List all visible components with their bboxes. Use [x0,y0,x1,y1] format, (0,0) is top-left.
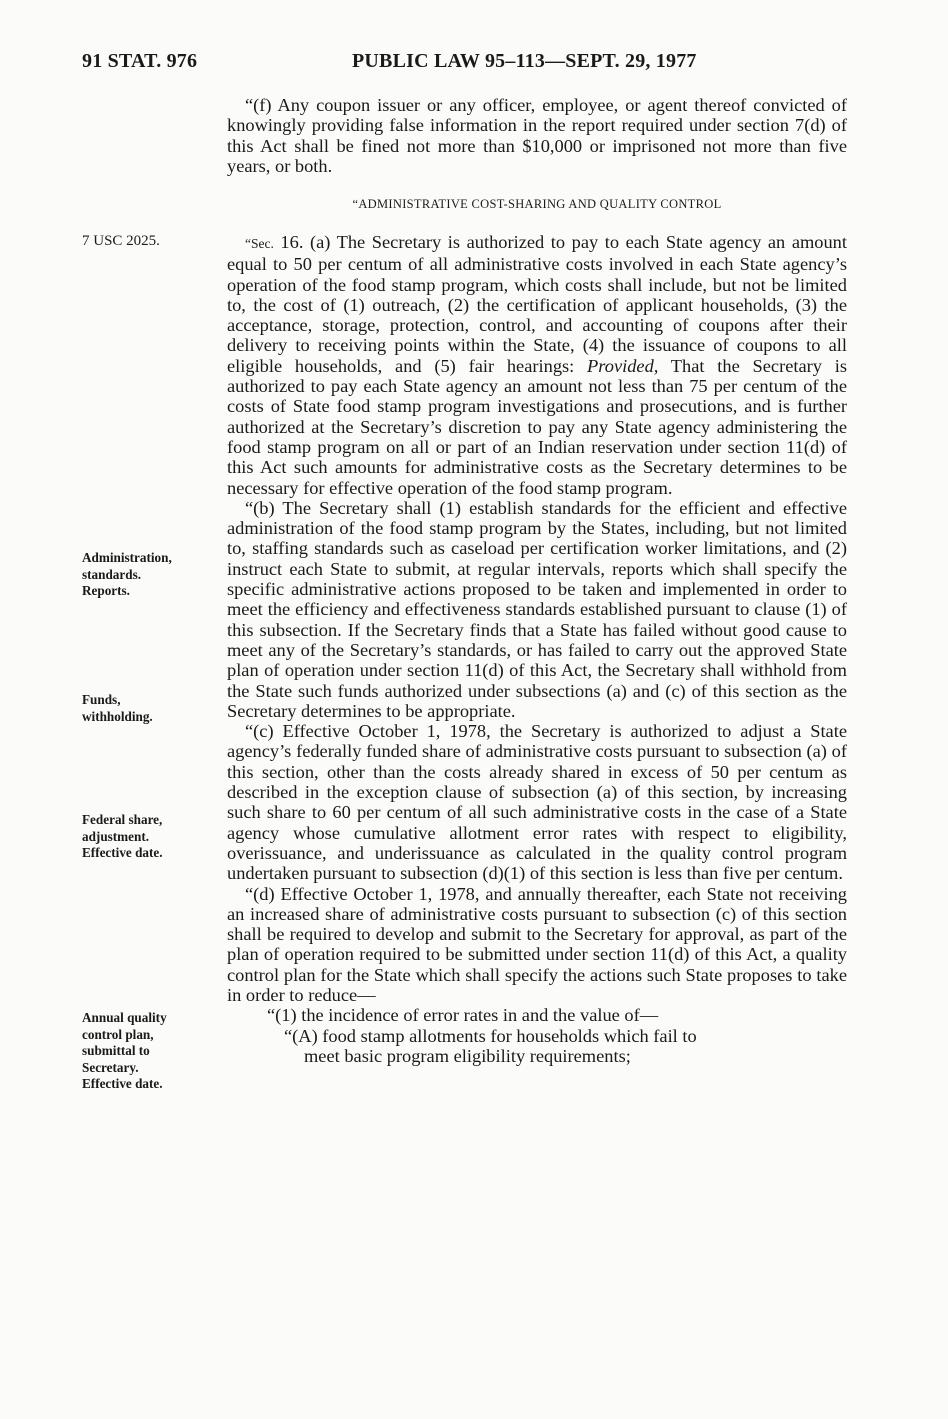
paragraph-c: “(c) Effective October 1, 1978, the Secretary is authorized to adjust a State agency’s federally funded share of administrative costs pursuant to subsection (a) of this section, other than the costs already shared in excess of 50 per centum as described in the exception clause of subsection (a) of this section, by increasing such share to 60 per centum of all such administrative costs in the case of a State agency whose cumulative allotment error rates with respect to eligibility, overissuance, and underissuance as calculated in the quality control program undertaken pursuant to subsection (d)(1) of this section is less than five per centum. [227,721,847,884]
margin-note-line: Effective date. [82,1076,163,1091]
section-heading: “ADMINISTRATIVE COST-SHARING AND QUALITY CONTROL [352,197,722,211]
margin-note-funds [82,692,207,725]
margin-note-line: submittal to [82,1043,150,1058]
paragraph-d-1-A-rest: meet basic program eligibility requirements; [304,1045,631,1066]
page-citation: 91 STAT. 976 [82,50,198,72]
provided-italic: Provided, [587,355,659,376]
sec-label: “Sec. [245,236,274,251]
margin-note-line: Funds, [82,692,121,707]
paragraph-d: “(d) Effective October 1, 1978, and annually thereafter, each State not receiving an increased share of administrative costs pursuant to subsection (c) of this section shall be required to develop and submit to the Secretary for approval, as part of the plan of operation required to be submitted under section 11(d) of this Act, a quality control plan for the State which shall specify the actions such State proposes to take in order to reduce— [227,883,847,1005]
margin-note-line: withholding. [82,708,153,724]
margin-note-annual-quality [82,1010,207,1093]
margin-note-line: Effective date. [82,845,163,860]
margin-note-line: adjustment. [82,828,150,844]
margin-note-line: control plan, [82,1026,154,1042]
paragraph-a-pre: 16. (a) The Secretary is authorized to pay to each State agency an amount equal to 50 per centum of all administrative costs involved in each State agency’s operation of the food stamp program, which costs shall include, but not be limited to, the cost of (1) outreach, (2) the certification of applicant households, (3) the acceptance, storage, protection, control, and accounting of coupons after their delivery to receiving points within the State, (4) the issuance of coupons to all eligible households, and (5) fair hearings: [227,232,847,376]
paragraph-d-1-A [227,1026,847,1067]
paragraph-d-1: “(1) the incidence of error rates in and the value of— [267,1005,659,1026]
margin-note-line: Federal share, [82,812,163,827]
paragraph-a [227,232,847,498]
margin-note-federal-share [82,812,207,862]
margin-note-line: Annual quality [82,1010,167,1025]
paragraph-f-text: “(f) Any coupon issuer or any officer, employee, or agent thereof convicted of knowingly providing false information in the report required under section 7(d) of this Act shall be fined not more than $10,000 or imprisoned not more than five years, or both. [227,95,847,176]
margin-note-line: standards. [82,566,141,582]
running-header: PUBLIC LAW 95–113—SEPT. 29, 1977 [352,50,697,72]
paragraph-b: “(b) The Secretary shall (1) establish standards for the efficient and effective administration of the food stamp program by the States, including, but not limited to, staffing standards such as caseload per certification worker limitations, and (2) instruct each State to submit, at regular intervals, reports which shall specify the specific administrative actions proposed to be taken and implemented in order to meet the efficiency and effectiveness standards established pursuant to clause (1) of this subsection. If the Secretary finds that a State has failed without good cause to meet any of the Secretary’s standards, or has failed to carry out the approved State plan of operation under section 11(d) of this Act, the Secretary shall withhold from the State such funds authorized under subsections (a) and (c) of this section as the Secretary determines to be appropriate. [227,497,847,721]
paragraph-f [227,95,847,176]
margin-note-administration [82,550,207,600]
section-16-body [227,232,847,1066]
margin-note-line: Administration, [82,550,172,565]
margin-note-line: Secretary. [82,1059,139,1075]
paragraph-d-1-A-first: “(A) food stamp allotments for households which fail to [284,1025,697,1046]
margin-note-line: Reports. [82,583,130,598]
usc-citation: 7 USC 2025. [82,233,160,249]
paragraph-a-post: That the Secretary is authorized to pay each State agency an amount not less than 75 per centum of the costs of State food stamp program investigations and prosecutions, and is further authorized at the Secretary’s discretion to pay any State agency administering the food stamp program on all or part of an Indian reservation under section 11(d) of this Act such amounts for administrative costs as the Secretary determines to be necessary for effective operation of the food stamp program. [227,355,847,498]
